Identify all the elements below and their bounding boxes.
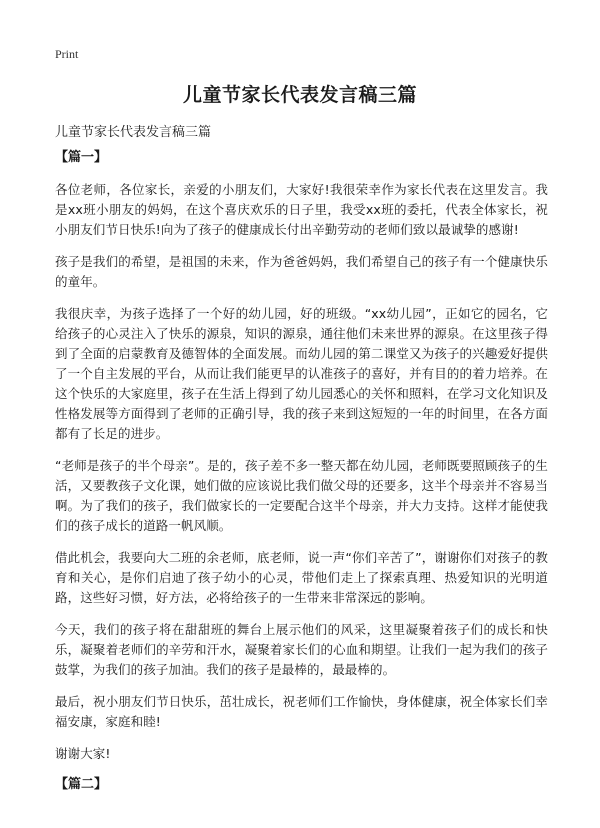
paragraph: 我很庆幸，为孩子选择了一个好的幼儿园，好的班级。“xx幼儿园”，正如它的园名，它给孩子的心灵注入了快乐的源泉，知识的源泉，通往他们未来世界的源泉。在这里孩子得到了全面的启蒙教育及德智体的全面发展。而幼儿园的第二课堂又为孩子的兴趣爱好提供了一个自主发展的平台，从而让我们能更早的认准孩子的喜好，并有目的的着力培养。在这个快乐的大家庭里，孩子在生活上得到了幼儿园悉心的关怀和照料，在学习文化知识及性格发展等方面得到了老师的正确引导，我的孩子来到这短短的一年的时间里，在各方面都有了长足的进步。 <box>55 306 548 441</box>
document-body <box>55 148 548 807</box>
section-one <box>55 148 548 764</box>
document-subtitle: 儿童节家长代表发言稿三篇 <box>55 125 212 140</box>
section-heading: 【篇一】 <box>55 150 108 165</box>
paragraph: 今天，我们的孩子将在甜甜班的舞台上展示他们的风采，这里凝聚着孩子们的成长和快乐，凝聚着老师们的辛劳和汗水，凝聚着家长们的心血和期望。让我们一起为我们的孩子鼓掌，为我们的孩子加油。我们的孩子是最棒的，最最棒的。 <box>55 622 548 677</box>
print-label[interactable]: Print <box>55 47 79 61</box>
section-heading: 【篇二】 <box>55 777 108 792</box>
paragraph: 谢谢大家! <box>55 746 111 761</box>
paragraph: 各位老师，各位家长，亲爱的小朋友们，大家好!我很荣幸作为家长代表在这里发言。我是xx班小朋友的妈妈，在这个喜庆欢乐的日子里，我受xx班的委托，代表全体家长，祝小朋友们节日快乐!向为了孩子的健康成长付出辛勤劳动的老师们致以最诚挚的感谢! <box>55 182 548 237</box>
document-title: 儿童节家长代表发言稿三篇 <box>182 84 417 106</box>
paragraph: “老师是孩子的半个母亲”。是的，孩子差不多一整天都在幼儿园，老师既要照顾孩子的生活，又要教孩子文化课，她们做的应该说比我们做父母的还要多，这半个母亲并不容易当啊。为了我们的孩子，我们做家长的一定要配合这半个母亲，并大力支持。这样才能使我们的孩子成长的道路一帆风顺。 <box>55 458 548 533</box>
paragraph: 最后，祝小朋友们节日快乐，茁壮成长，祝老师们工作愉快，身体健康，祝全体家长们幸福安康，家庭和睦! <box>55 694 548 729</box>
paragraph: 借此机会，我要向大二班的余老师，底老师，说一声“你们辛苦了”，谢谢你们对孩子的教育和关心，是你们启迪了孩子幼小的心灵，带他们走上了探索真理、热爱知识的光明道路，这些好习惯，好方法，必将给孩子的一生带来非常深远的影响。 <box>55 550 548 605</box>
section-two <box>55 775 548 795</box>
paragraph: 孩子是我们的希望，是祖国的未来，作为爸爸妈妈，我们希望自己的孩子有一个健康快乐的童年。 <box>55 254 548 289</box>
